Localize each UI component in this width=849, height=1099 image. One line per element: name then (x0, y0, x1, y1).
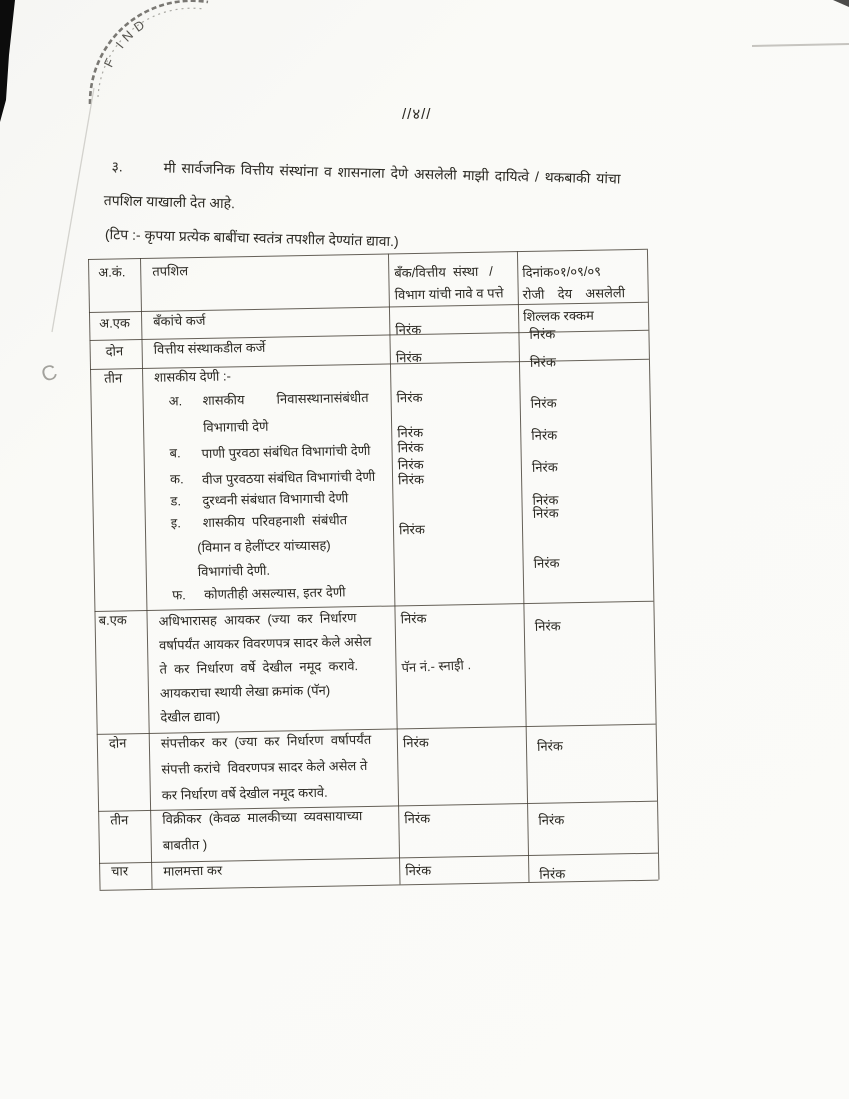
intro-line1: मी सार्वजनिक वित्तीय संस्थांना व शासनाला देणे असलेली माझी दायित्वे / थकबाकी यांचा (163, 159, 621, 187)
table-line (88, 259, 101, 890)
nil-value: निरंक (532, 505, 559, 521)
sub-item-text: (विमान व हेलींप्टर यांच्यासह) (197, 537, 331, 556)
intro-line2: तपशिल याखाली देत आहे. (103, 192, 236, 212)
table-line (90, 359, 649, 370)
row-detail-line: बाबतीत ) (162, 836, 208, 853)
row-detail-line: कर निर्धारण वर्षे देखील नमूद करावे. (161, 784, 328, 803)
nil-value: निरंक (536, 738, 564, 754)
sub-item-label: ब. (169, 445, 181, 461)
scan-artifact-line (752, 43, 849, 47)
stamp-arc-text: F IND (100, 14, 152, 70)
nil-value: निरंक (400, 610, 427, 627)
table-line (388, 253, 401, 884)
header-date-line3: शिल्लक रक्कम (522, 307, 594, 325)
nil-value: निरंक (532, 492, 559, 508)
row-sr: ब.एक (98, 612, 127, 628)
scan-corner-artifact (833, 0, 849, 7)
row-detail-line: वर्षापर्यंत आयकर विवरणपत्र सादर केले असेल (158, 633, 372, 653)
row-detail: मालमत्ता कर (163, 862, 223, 879)
row-heading: शासकीय देणी :- (154, 368, 232, 385)
sub-item-text: पाणी पुरवठा संबंधित विभागांची देणी (201, 442, 371, 461)
nil-value: निरंक (402, 734, 429, 751)
nil-value: निरंक (539, 866, 566, 882)
nil-value: निरंक (531, 427, 558, 443)
table-line (99, 853, 658, 864)
nil-value: निरंक (395, 349, 422, 366)
nil-value: निरंक (533, 555, 560, 571)
sub-item-label: क. (169, 471, 184, 487)
nil-value: निरंक (398, 521, 426, 538)
nil-value: निरंक (534, 618, 561, 634)
nil-value: निरंक (529, 354, 556, 370)
sub-item-text: कोणतीही असल्यास, इतर देणी (204, 584, 346, 602)
table-line (140, 258, 153, 889)
table-line (97, 724, 656, 735)
liabilities-table (88, 249, 659, 891)
nil-value: निरंक (404, 810, 431, 827)
sub-item-label: अ. (168, 393, 183, 409)
nil-value: निरंक (397, 439, 424, 456)
row-sr: तीन (110, 812, 129, 828)
page-number: //४// (402, 106, 432, 123)
intro-note: (टिप :- कृपया प्रत्येक बाबींचा स्वतंत्र तपशील देण्यांत द्यावा.) (104, 226, 399, 250)
sub-item-text: दुरध्वनी संबंधात विभागाची देणी (202, 490, 349, 508)
header-sr: अ.कं. (98, 264, 126, 280)
nil-value: निरंक (397, 471, 425, 488)
sub-item-text: शासकीय परिवहनाशी संबंधीत (202, 512, 348, 530)
sub-item-text: निवासस्थानासंबंधीत (276, 389, 369, 407)
sub-item-text: शासकीय (202, 392, 245, 408)
pan-number-note: पॅन नं.- स्नाईी . (401, 657, 472, 676)
nil-value: निरंक (395, 321, 422, 338)
row-detail-line: ते कर निर्धारण वर्षे देखील नमूद करावे. (159, 658, 359, 677)
table-line (647, 249, 660, 880)
header-date-line2: रोजी देय असलेली (522, 285, 626, 303)
header-bank-line1: बँक/वित्तीय संस्था / (394, 263, 493, 281)
sub-item-label: फ. (172, 587, 186, 603)
nil-value: निरंक (405, 862, 432, 879)
row-sr: तीन (104, 370, 123, 386)
nil-value: निरंक (538, 812, 565, 828)
row-detail-line: संपत्तीकर कर (ज्या कर निर्धारण वर्षापर्यंत (160, 731, 372, 751)
row-sr: दोन (108, 735, 127, 751)
sub-item-text: विभागांची देणी. (197, 562, 271, 580)
nil-value: निरंक (529, 326, 556, 342)
pen-mark: C (38, 360, 61, 387)
sub-item-label: इ. (170, 515, 181, 531)
row-detail-line: देखील द्यावा) (160, 708, 221, 725)
row-detail-line: विक्रीकर (केवळ मालकीच्या व्यवसायाच्या (162, 808, 363, 827)
row-detail: वित्तीय संस्थाकडील कर्जे (153, 339, 266, 357)
row-sr: दोन (105, 343, 124, 359)
sub-item-label: ड. (170, 493, 182, 509)
row-sr: चार (111, 863, 129, 879)
row-detail-line: आयकराचा स्थायी लेखा क्रमांक (पॅन) (159, 682, 331, 701)
scan-edge-strip (0, 0, 15, 122)
sub-item-text: विभागाची देणे (202, 418, 269, 435)
intro-index: ३. (111, 158, 123, 175)
nil-value: निरंक (396, 389, 423, 406)
nil-value: निरंक (397, 456, 424, 473)
table-line (100, 880, 659, 891)
header-bank-line2: विभाग यांची नावे व पत्ते (394, 285, 504, 303)
row-detail: बँकांचे कर्ज (153, 312, 206, 329)
table-line (517, 251, 530, 882)
row-sr: अ.एक (99, 315, 131, 331)
table-line (89, 330, 648, 341)
header-date-line1: दिनांक०१/०९/०९ (522, 263, 602, 281)
sub-item-text: वीज पुरवठया संबंधित विभागांची देणी (201, 468, 376, 487)
row-detail-line: संपत्ती करांचे विवरणपत्र सादर केले असेल ते (161, 757, 368, 777)
row-detail-line: अधिभारासह आयकर (ज्या कर निर्धारण (158, 610, 357, 629)
header-detail: तपशिल (152, 263, 189, 279)
nil-value: निरंक (530, 395, 557, 411)
nil-value: निरंक (531, 459, 558, 475)
nil-value: निरंक (397, 424, 424, 441)
